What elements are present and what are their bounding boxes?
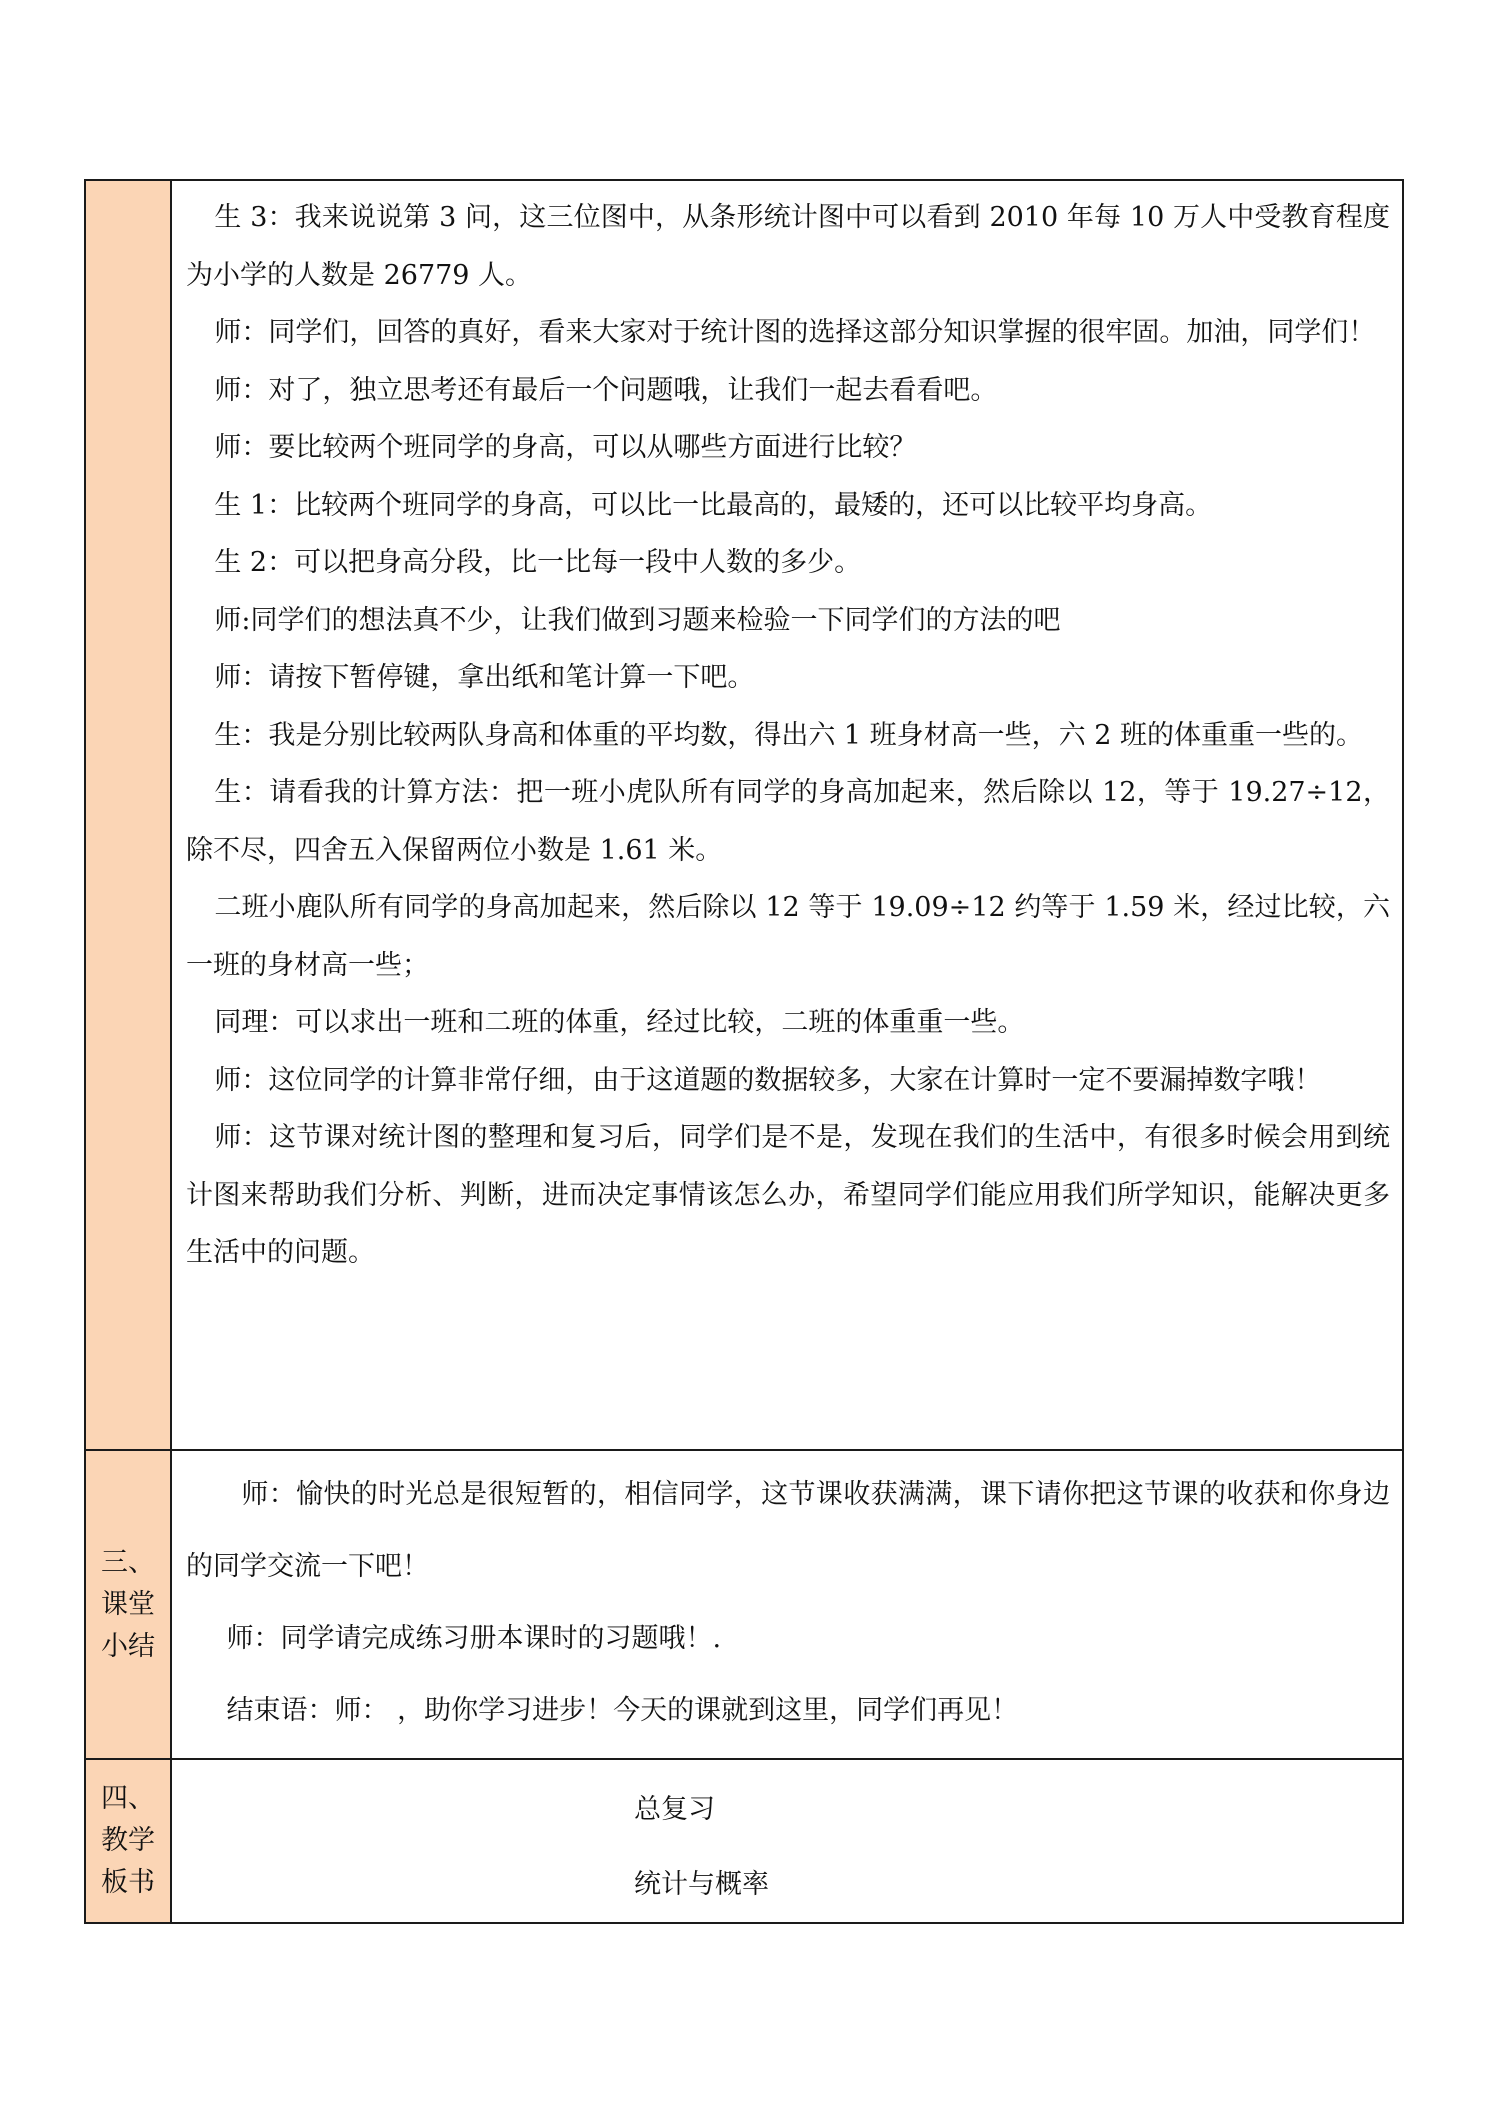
board-title: 总复习 — [634, 1794, 715, 1825]
process-label-cell — [85, 180, 171, 1450]
dialogue-paragraph: 师：请按下暂停键，拿出纸和笔计算一下吧。 — [214, 662, 755, 693]
board-content-cell — [171, 1759, 1403, 1923]
summary-row — [85, 1450, 1403, 1759]
dialogue-paragraph: 师：这位同学的计算非常仔细，由于这道题的数据较多，大家在计算时一定不要漏掉数字哦！ — [214, 1064, 1322, 1096]
board-label-line: 教学 — [101, 1825, 155, 1856]
board-label-cell — [85, 1759, 171, 1923]
summary-label-cell — [85, 1450, 171, 1759]
dialogue-paragraph: 生 3：我来说说第 3 问，这三位图中，从条形统计图中可以看到 2010 年每 10 万人中受教育程度为小学的人数是 26779 人。 — [186, 202, 1390, 291]
summary-paragraph: 师：愉快的时光总是很短暂的，相信同学，这节课收获满满，课下请你把这节课的收获和你身边的同学交流一下吧！ — [186, 1479, 1390, 1582]
summary-label-line: 小结 — [101, 1630, 155, 1662]
summary-label-line: 三、 — [101, 1546, 155, 1578]
board-label-line: 四、 — [101, 1783, 155, 1814]
summary-label-line: 课堂 — [101, 1588, 155, 1620]
summary-label — [86, 1542, 170, 1668]
board-text — [172, 1760, 1402, 1922]
dialogue-paragraph: 师：要比较两个班同学的身高，可以从哪些方面进行比较？ — [214, 432, 917, 463]
dialogue-paragraph: 师:同学们的想法真不少，让我们做到习题来检验一下同学们的方法的吧 — [214, 604, 1061, 636]
dialogue-paragraph: 二班小鹿队所有同学的身高加起来，然后除以 12 等于 19.09÷12 约等于 1.59 米，经过比较，六一班的身材高一些； — [186, 892, 1390, 981]
board-subtitle: 统计与概率 — [634, 1869, 769, 1900]
dialogue-paragraph: 生：请看我的计算方法：把一班小虎队所有同学的身高加起来，然后除以 12，等于 19.27÷12，除不尽，四舍五入保留两位小数是 1.61 米。 — [186, 777, 1390, 866]
board-label-line: 板书 — [101, 1867, 155, 1898]
dialogue-paragraph: 师：对了，独立思考还有最后一个问题哦，让我们一起去看看吧。 — [214, 374, 998, 406]
summary-paragraph: 师：同学请完成练习册本课时的习题哦！. — [226, 1623, 722, 1654]
summary-text — [172, 1451, 1402, 1747]
lesson-plan-table — [84, 179, 1404, 1924]
summary-content-cell — [171, 1450, 1403, 1759]
process-row — [85, 180, 1403, 1450]
dialogue-paragraph: 生 1：比较两个班同学的身高，可以比一比最高的，最矮的，还可以比较平均身高。 — [214, 489, 1213, 521]
process-dialogue — [172, 181, 1402, 1282]
dialogue-paragraph: 生 2：可以把身高分段，比一比每一段中人数的多少。 — [214, 547, 862, 578]
process-content-cell — [171, 180, 1403, 1450]
dialogue-paragraph: 师：这节课对统计图的整理和复习后，同学们是不是，发现在我们的生活中，有很多时候会用到统计图来帮助我们分析、判断，进而决定事情该怎么办，希望同学们能应用我们所学知识，能解决更多生活中的问题。 — [186, 1122, 1390, 1268]
summary-paragraph: 结束语：师： ，助你学习进步！今天的课就到这里，同学们再见！ — [226, 1695, 1019, 1726]
dialogue-paragraph: 师：同学们，回答的真好，看来大家对于统计图的选择这部分知识掌握的很牢固。加油，同学们！ — [214, 317, 1376, 348]
dialogue-paragraph: 同理：可以求出一班和二班的体重，经过比较，二班的体重重一些。 — [214, 1007, 1025, 1038]
board-label — [86, 1778, 170, 1904]
board-row — [85, 1759, 1403, 1923]
dialogue-paragraph: 生：我是分别比较两队身高和体重的平均数，得出六 1 班身材高一些，六 2 班的体重重一些的。 — [214, 719, 1364, 751]
